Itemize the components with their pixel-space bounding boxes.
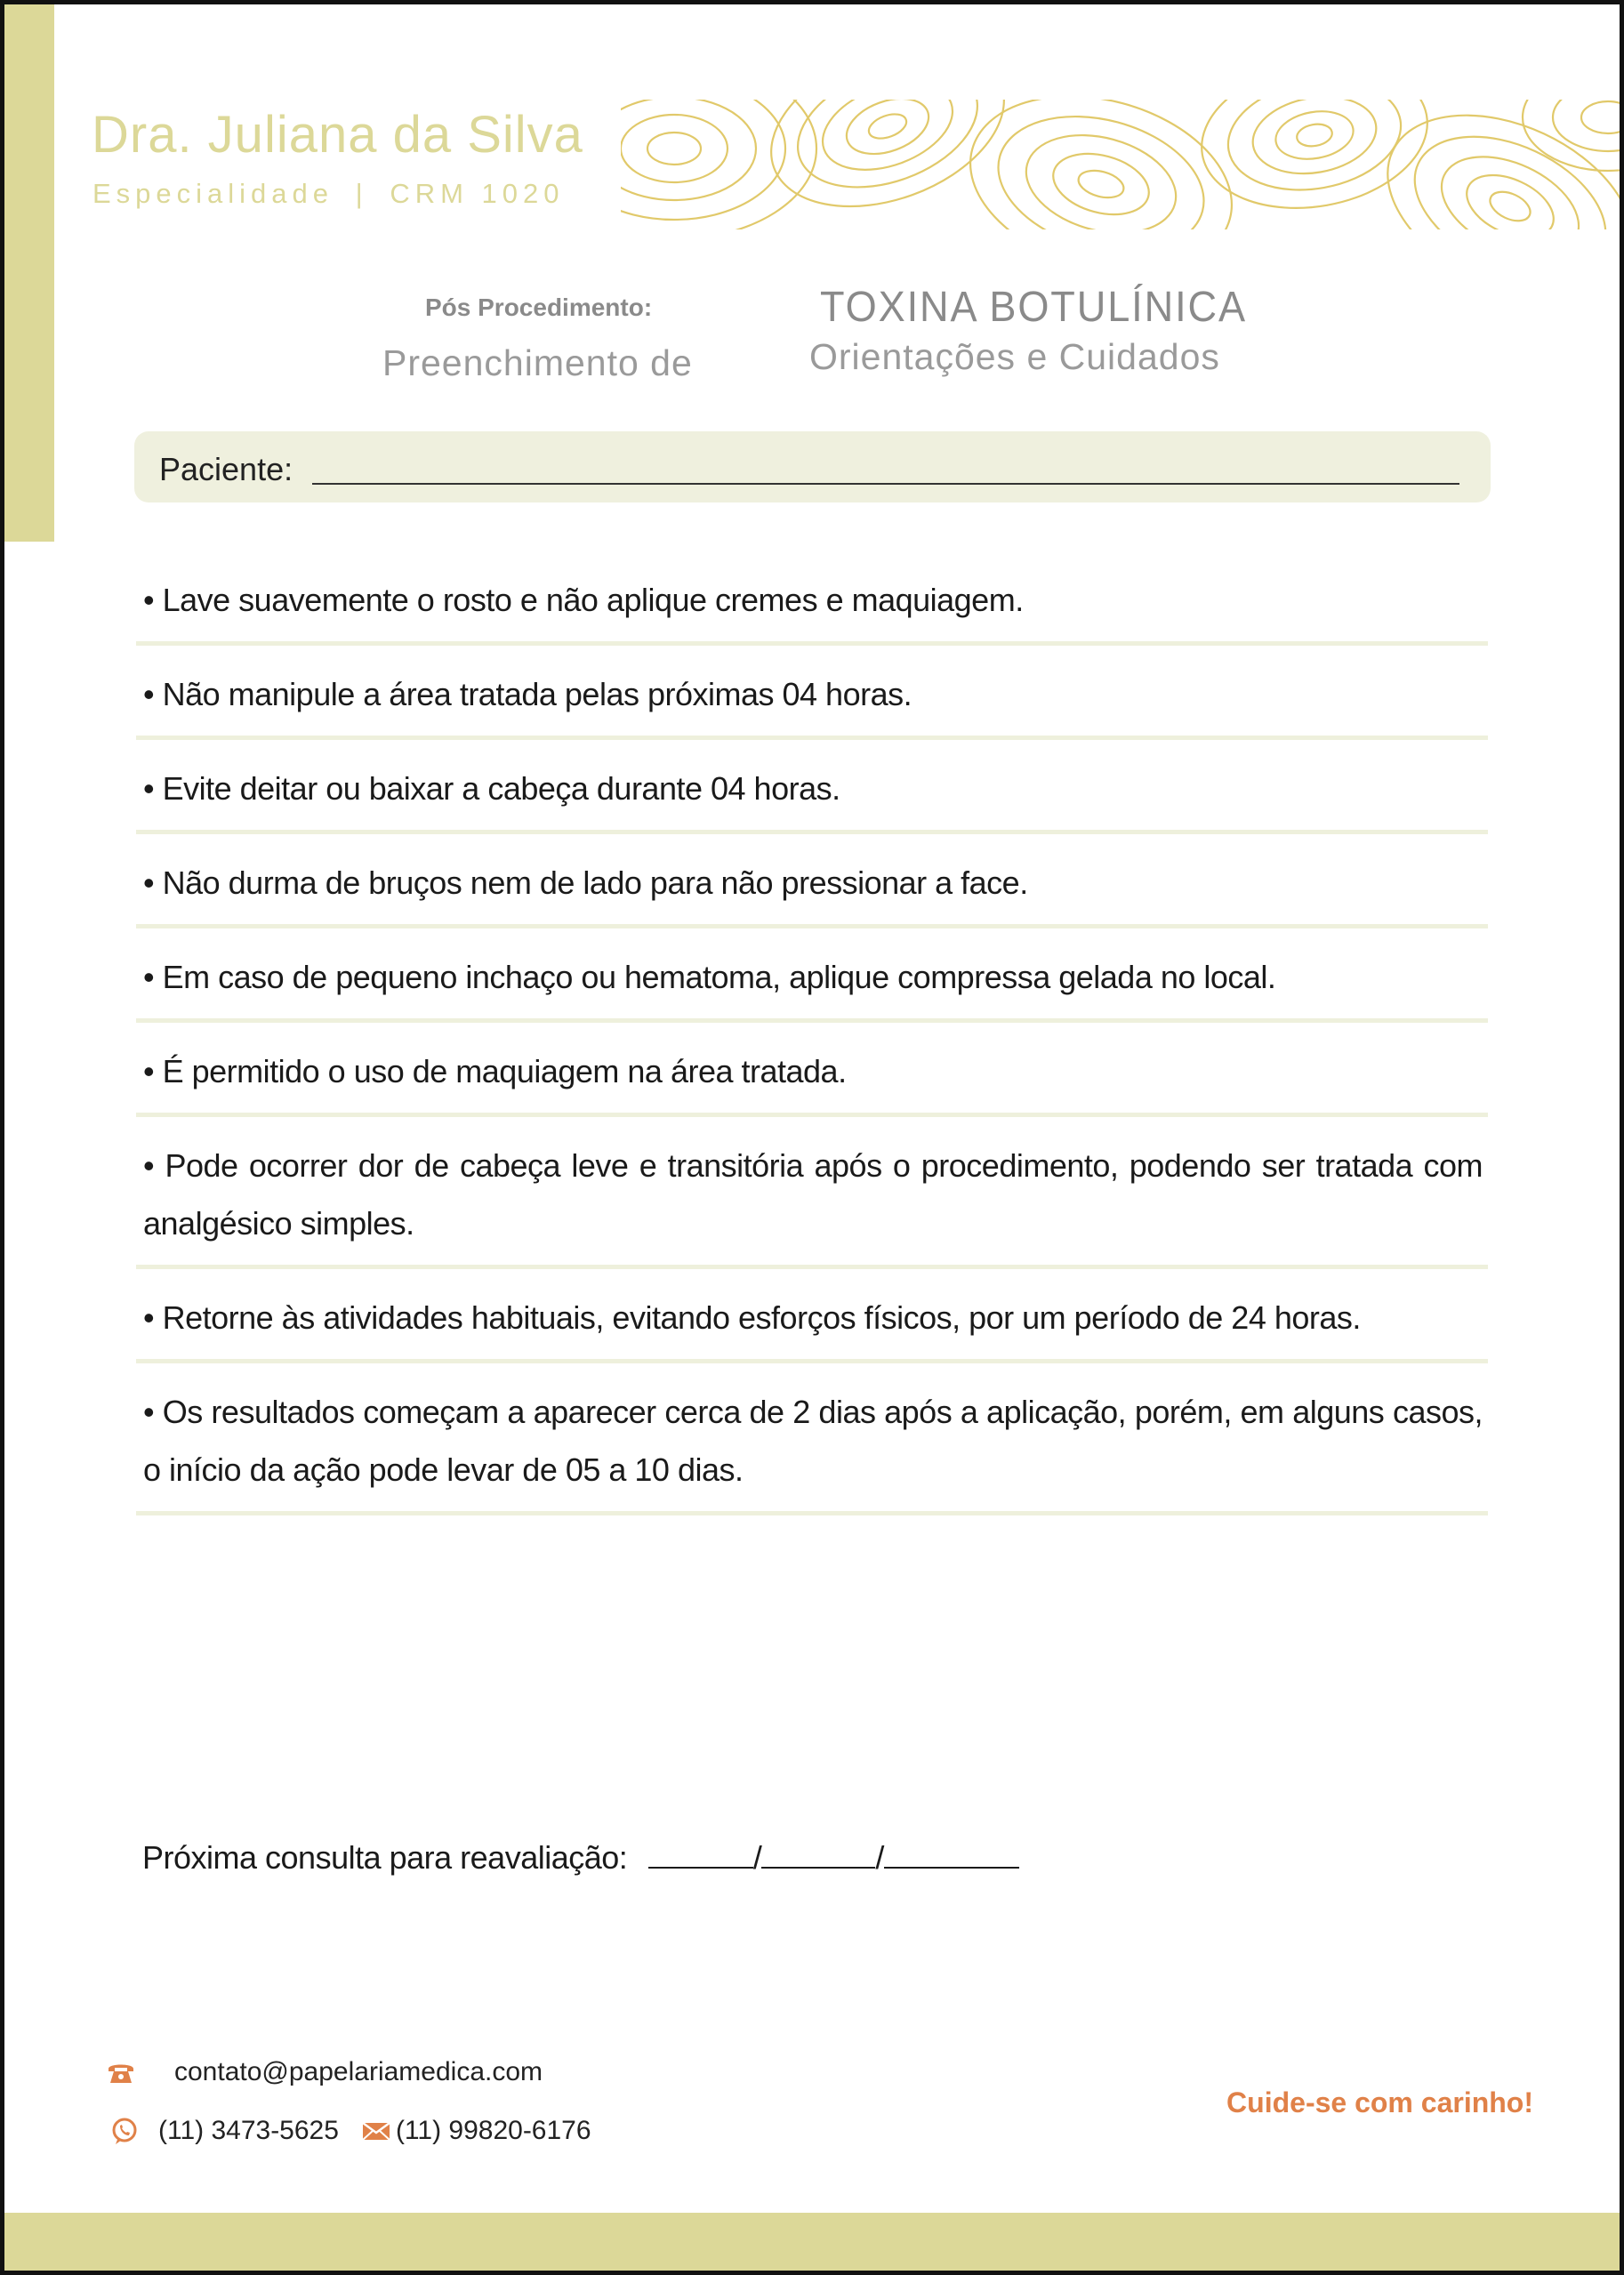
envelope-icon <box>360 2115 392 2147</box>
whatsapp-icon <box>109 2115 141 2147</box>
instruction-item: • Em caso de pequeno inchaço ou hematoma, aplique compressa gelada no local. <box>136 928 1488 1023</box>
telephone-icon <box>105 2056 137 2088</box>
contact-phone-row <box>109 2115 591 2147</box>
instruction-item: • Não durma de bruços nem de lado para não pressionar a face. <box>136 834 1488 928</box>
instruction-item: • Não manipule a área tratada pelas próximas 04 horas. <box>136 646 1488 740</box>
procedure-subtitle: Orientações e Cuidados <box>809 336 1220 377</box>
instruction-item: • Evite deitar ou baixar a cabeça durante 04 horas. <box>136 740 1488 834</box>
gold-contour-decoration <box>621 100 1620 229</box>
date-month-blank[interactable] <box>761 1840 875 1869</box>
left-accent-bar <box>4 4 54 542</box>
date-separator: / <box>752 1839 762 1876</box>
bottom-accent-bar <box>4 2213 1620 2271</box>
patient-label: Paciente: <box>159 451 293 487</box>
patient-field-box <box>134 431 1491 502</box>
specialty-text: Especialidade <box>92 178 334 209</box>
contact-mobile[interactable]: (11) 99820-6176 <box>395 2116 591 2145</box>
doctor-credentials <box>92 178 565 210</box>
instruction-item: • É permitido o uso de maquiagem na área tratada. <box>136 1023 1488 1117</box>
credential-separator: | <box>355 178 368 209</box>
contact-email-row <box>105 2056 543 2088</box>
crm-text: CRM 1020 <box>390 178 565 209</box>
procedure-title: TOXINA BOTULÍNICA <box>820 284 1247 331</box>
instruction-item: • Os resultados começam a aparecer cerca de 2 dias após a aplicação, porém, em alguns casos, o início da ação pode levar de 05 a 10 dias. <box>136 1363 1488 1515</box>
post-procedure-subtitle: Preenchimento de <box>382 342 693 383</box>
instruction-item: • Pode ocorrer dor de cabeça leve e transitória após o procedimento, podendo ser tratada com analgésico simples. <box>136 1117 1488 1269</box>
next-appointment <box>142 1839 1019 1877</box>
patient-name-line[interactable] <box>312 483 1459 485</box>
contact-phone[interactable]: (11) 3473-5625 <box>158 2116 339 2145</box>
slogan: Cuide-se com carinho! <box>1226 2086 1533 2118</box>
doctor-name: Dra. Juliana da Silva <box>92 106 583 164</box>
post-procedure-label: Pós Procedimento: <box>425 293 653 321</box>
date-separator: / <box>875 1839 884 1876</box>
instruction-item: • Lave suavemente o rosto e não aplique cremes e maquiagem. <box>136 551 1488 646</box>
instructions-list <box>136 551 1488 1515</box>
next-appointment-label: Próxima consulta para reavaliação: <box>142 1839 628 1876</box>
date-year-blank[interactable] <box>884 1840 1019 1869</box>
date-day-blank[interactable] <box>648 1840 753 1869</box>
contact-email[interactable]: contato@papelariamedica.com <box>174 2057 543 2086</box>
instruction-item: • Retorne às atividades habituais, evitando esforços físicos, por um período de 24 horas. <box>136 1269 1488 1363</box>
